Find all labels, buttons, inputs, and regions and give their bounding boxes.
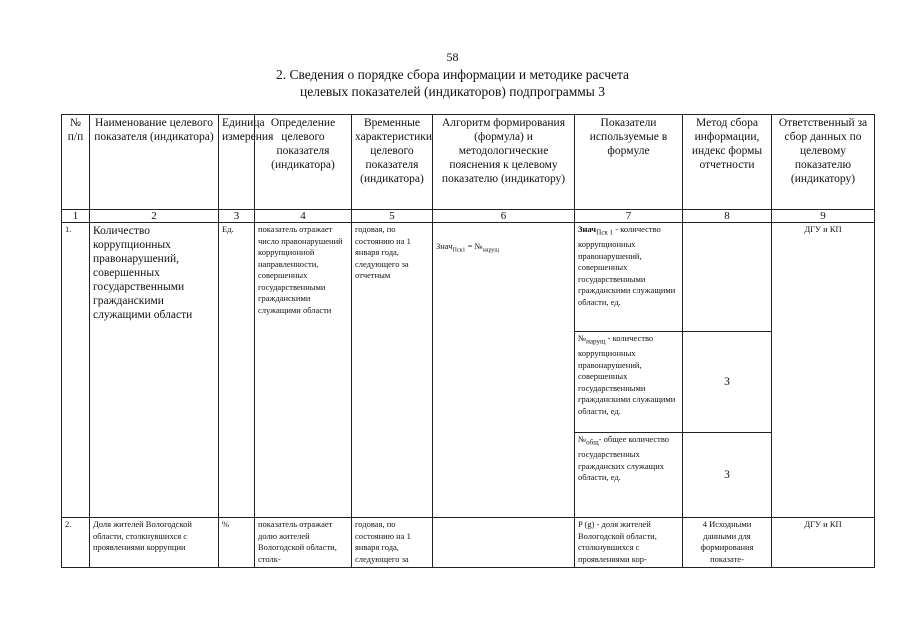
indicator-variable: [575, 332, 683, 433]
variable-subscript: нарущ: [586, 337, 606, 346]
header-cell: Наименование целевого показателя (индикатора): [90, 115, 219, 210]
indicator-variable: P (g) - доля жителей Вологодской области, столкнувшихся с проявлениями кор-: [575, 518, 683, 568]
variable-symbol: №: [578, 333, 587, 343]
header-cell: Показатели используемые в формуле: [575, 115, 683, 210]
header-cell: Временные характеристики целевого показателя (индикатора): [352, 115, 433, 210]
responsible: ДГУ и КП: [772, 518, 875, 568]
time-characteristics: годовая, по состоянию на 1 января года, следующего за отчетным: [352, 223, 433, 518]
variable-description: - количество коррупционных правонарушений, совершенных государственными гражданскими служащими области, ед.: [578, 333, 676, 416]
variable-description: - количество коррупционных правонарушений, совершенных государственными гражданскими служащими области, ед.: [578, 224, 676, 307]
row-number: 1.: [62, 223, 90, 518]
column-number: 3: [219, 210, 255, 223]
column-number: 2: [90, 210, 219, 223]
column-number-row: [62, 210, 875, 223]
header-row: [62, 115, 875, 210]
column-number: 6: [433, 210, 575, 223]
variable-symbol: №: [578, 434, 587, 444]
column-number: 7: [575, 210, 683, 223]
formula: [436, 241, 571, 257]
variable-subscript: Пск 1: [596, 228, 614, 237]
column-number: 4: [255, 210, 352, 223]
variable-symbol: Знач: [578, 224, 597, 234]
indicator-variable: [575, 433, 683, 518]
indicators-table: [61, 114, 875, 568]
title-line-1: 2. Сведения о порядке сбора информации и методике расчета: [275, 67, 630, 82]
title-line-2: целевых показателей (индикаторов) подпрограммы 3: [299, 84, 606, 99]
indicator-definition: показатель отражает число правонарушений коррупционной направленности, совершенных государственными гражданскими служащими области: [255, 223, 352, 518]
column-number: 8: [683, 210, 772, 223]
indicator-definition: показатель отражает долю жителей Вологодской области, столк-: [255, 518, 352, 568]
indicator-variable: [575, 223, 683, 332]
formula-subscript: нарущ: [482, 247, 500, 254]
header-cell: Единица измерения: [219, 115, 255, 210]
time-characteristics: годовая, по состоянию на 1 января года, следующего за: [352, 518, 433, 568]
formula-symbol: = №: [467, 241, 483, 251]
column-number: 5: [352, 210, 433, 223]
row-number: 2.: [62, 518, 90, 568]
header-cell: Определение целевого показателя (индикатора): [255, 115, 352, 210]
collection-method: 4 Исходными данными для формирования показате-: [683, 518, 772, 568]
indicator-name: Доля жителей Вологодской области, столкнувшихся с проявлениями коррупции: [90, 518, 219, 568]
variable-subscript: общ: [586, 438, 599, 447]
table-row: [62, 518, 875, 568]
responsible: ДГУ и КП: [772, 223, 875, 518]
collection-method: [683, 223, 772, 332]
header-cell: Метод сбора информации, индекс формы отчетности: [683, 115, 772, 210]
collection-method: 3: [683, 433, 772, 518]
unit: %: [219, 518, 255, 568]
formula-cell: [433, 518, 575, 568]
column-number: 9: [772, 210, 875, 223]
formula-cell: [433, 223, 575, 518]
table-row: [62, 223, 875, 332]
header-cell: № п/п: [62, 115, 90, 210]
header-cell: Алгоритм формирования (формула) и методологические пояснения к целевому показателю (индикатору): [433, 115, 575, 210]
unit: Ед.: [219, 223, 255, 518]
header-cell: Ответственный за сбор данных по целевому показателю (индикатору): [772, 115, 875, 210]
formula-symbol: Знач: [436, 241, 453, 251]
column-number: 1: [62, 210, 90, 223]
indicator-name: Количество коррупционных правонарушений, совершенных государственными гражданскими служащими области: [90, 223, 219, 518]
collection-method: 3: [683, 332, 772, 433]
page-number: 58: [446, 50, 459, 64]
variable-description: - общее количество государственных гражданских служащих области, ед.: [578, 434, 670, 483]
page-title: [0, 66, 905, 100]
formula-subscript: Пск1: [452, 247, 466, 254]
